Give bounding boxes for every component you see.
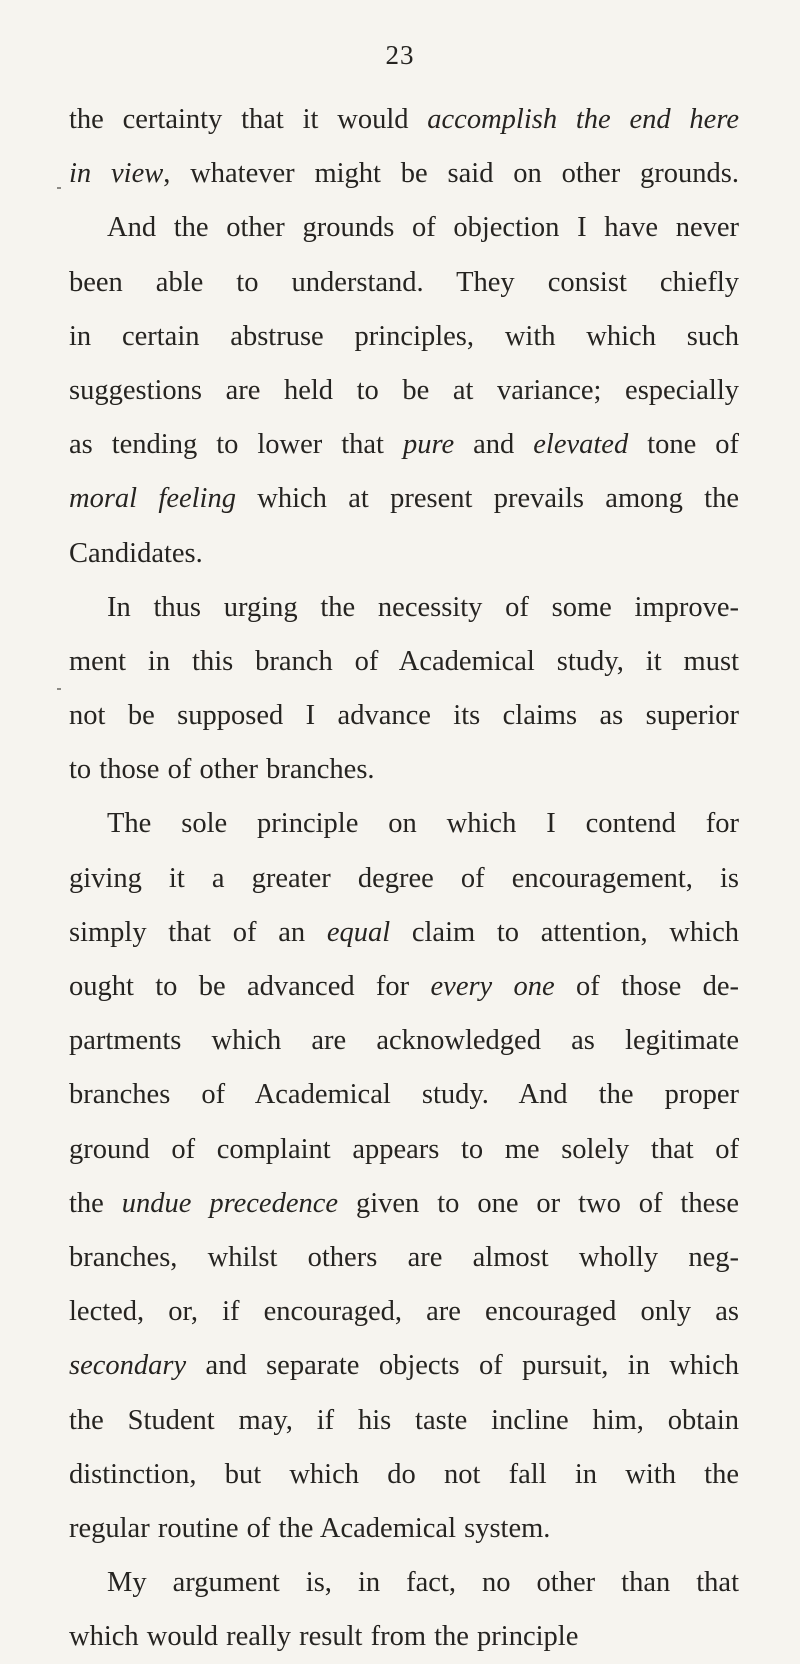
text-line: regular routine of the Academical system. — [69, 1512, 551, 1544]
margin-mark — [57, 688, 61, 690]
text-line: ground of complaint appears to me solely that of — [69, 1133, 739, 1165]
text-line: as tending to lower that pure and elevated tone of — [69, 429, 739, 461]
italic-phrase: moral feeling — [69, 483, 236, 515]
text-line: suggestions are held to be at variance; especially — [69, 374, 739, 406]
text-line: the Student may, if his taste incline him, obtain — [69, 1404, 739, 1436]
text-line: And the other grounds of objection I have never — [107, 212, 739, 244]
text-line: partments which are acknowledged as legitimate — [69, 1025, 739, 1057]
text-line: the undue precedence given to one or two of these — [69, 1187, 739, 1219]
page-number: 23 — [385, 40, 415, 70]
text-line: My argument is, in fact, no other than that — [107, 1567, 739, 1599]
text-line: The sole principle on which I contend for — [107, 808, 739, 840]
text-line: In thus urging the necessity of some improve- — [107, 591, 739, 623]
text-line: to those of other branches. — [69, 754, 375, 786]
italic-phrase: equal — [326, 916, 391, 948]
text-line: the certainty that it would accomplish the end here — [69, 104, 740, 135]
text-line: branches of Academical study. And the proper — [69, 1079, 739, 1111]
text-line: lected, or, if encouraged, are encouraged only as — [69, 1296, 739, 1328]
italic-phrase: every one — [430, 971, 555, 1002]
text-line: ought to be advanced for every one of those de- — [69, 971, 740, 1002]
text-line: in view, whatever might be said on other grounds. — [69, 158, 739, 190]
text-line: ment in this branch of Academical study, it must — [69, 645, 739, 677]
italic-phrase: accomplish the end here — [427, 104, 740, 135]
text-line: giving it a greater degree of encouragement, is — [69, 862, 739, 894]
text-line: distinction, but which do not fall in with the — [69, 1458, 739, 1490]
text-line: not be supposed I advance its claims as superior — [69, 700, 739, 732]
italic-phrase: in view — [69, 158, 164, 190]
text-line: branches, whilst others are almost wholly neg- — [69, 1241, 739, 1273]
text-line: Candidates. — [69, 537, 203, 569]
italic-phrase: elevated — [533, 429, 629, 461]
italic-phrase: pure — [402, 429, 455, 461]
text-line: simply that of an equal claim to attention, which — [69, 916, 739, 948]
margin-mark — [57, 187, 61, 189]
body-text — [69, 93, 739, 1664]
text-line: which would really result from the principle — [69, 1621, 579, 1653]
text-line: moral feeling which at present prevails among the — [69, 483, 739, 515]
text-line: secondary and separate objects of pursuit, in which — [69, 1350, 739, 1382]
italic-phrase: secondary — [69, 1350, 187, 1382]
italic-phrase: undue precedence — [121, 1187, 339, 1219]
text-line: in certain abstruse principles, with which such — [69, 320, 739, 352]
text-line: been able to understand. They consist chiefly — [69, 266, 739, 298]
